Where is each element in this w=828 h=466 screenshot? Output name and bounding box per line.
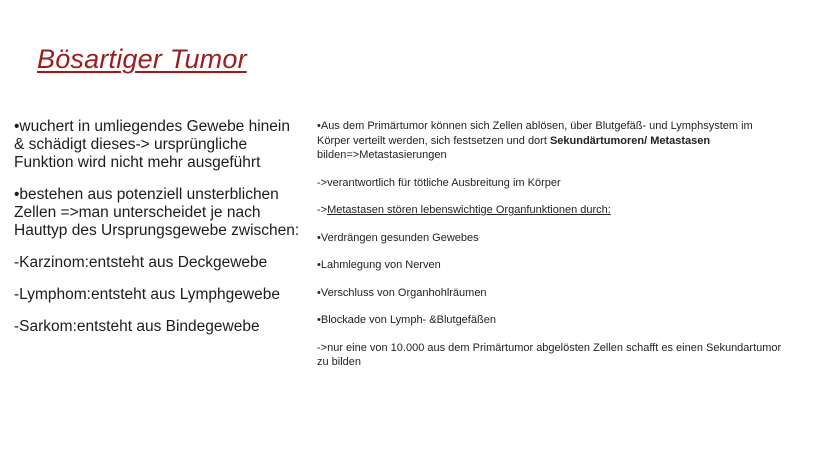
- right-paragraph-3-prefix: ->: [317, 204, 328, 216]
- left-list-item-karzinom: -Karzinom:entsteht aus Deckgewebe: [14, 254, 268, 271]
- right-paragraph-4: •Verdrängen gesunden Gewebes: [317, 231, 479, 244]
- right-paragraph-1-bold: Sekundärtumoren/ Metastasen: [549, 134, 711, 147]
- right-paragraph-2: ->verantwortlich für tötliche Ausbreitung im Körper: [317, 176, 561, 189]
- right-paragraph-1-text: •Aus dem Primärtumor können sich Zellen ablösen, über Blutgefäß- und Lymphsystem im Körper verteilt werden, sich festsetzen und dort: [317, 120, 753, 147]
- slide-title: Bösartiger Tumor: [37, 44, 247, 74]
- left-text-column: [14, 118, 304, 336]
- right-paragraph-1: [317, 119, 787, 163]
- left-bullet-2: •bestehen aus potenziell unsterblichen Zellen =>man unterscheidet je nach Hauttyp des Ursprungsgewebe zwischen:: [14, 186, 300, 239]
- right-text-column: [317, 119, 787, 383]
- left-bullet-1: •wuchert in umliegendes Gewebe hinein & schädigt dieses-> ursprüngliche Funktion wird nicht mehr ausgeführt: [14, 118, 290, 171]
- right-paragraph-1-end: bilden=>Metastasierungen: [317, 149, 447, 161]
- left-list-item-sarkom: -Sarkom:entsteht aus Bindegewebe: [14, 318, 260, 335]
- right-paragraph-7: •Blockade von Lymph- &Blutgefäßen: [317, 314, 496, 326]
- right-paragraph-3-underlined: Metastasen stören lebenswichtige Organfunktionen durch:: [327, 204, 611, 216]
- right-paragraph-5: •Lahmlegung von Nerven: [317, 259, 441, 271]
- right-paragraph-3: [317, 203, 787, 218]
- left-list-item-lymphom: -Lymphom:entsteht aus Lymphgewebe: [14, 286, 280, 303]
- right-paragraph-6: •Verschluss von Organhohlräumen: [317, 286, 487, 299]
- right-paragraph-8: ->nur eine von 10.000 aus dem Primärtumor abgelösten Zellen schafft es einen Sekundartumor zu bilden: [317, 341, 782, 368]
